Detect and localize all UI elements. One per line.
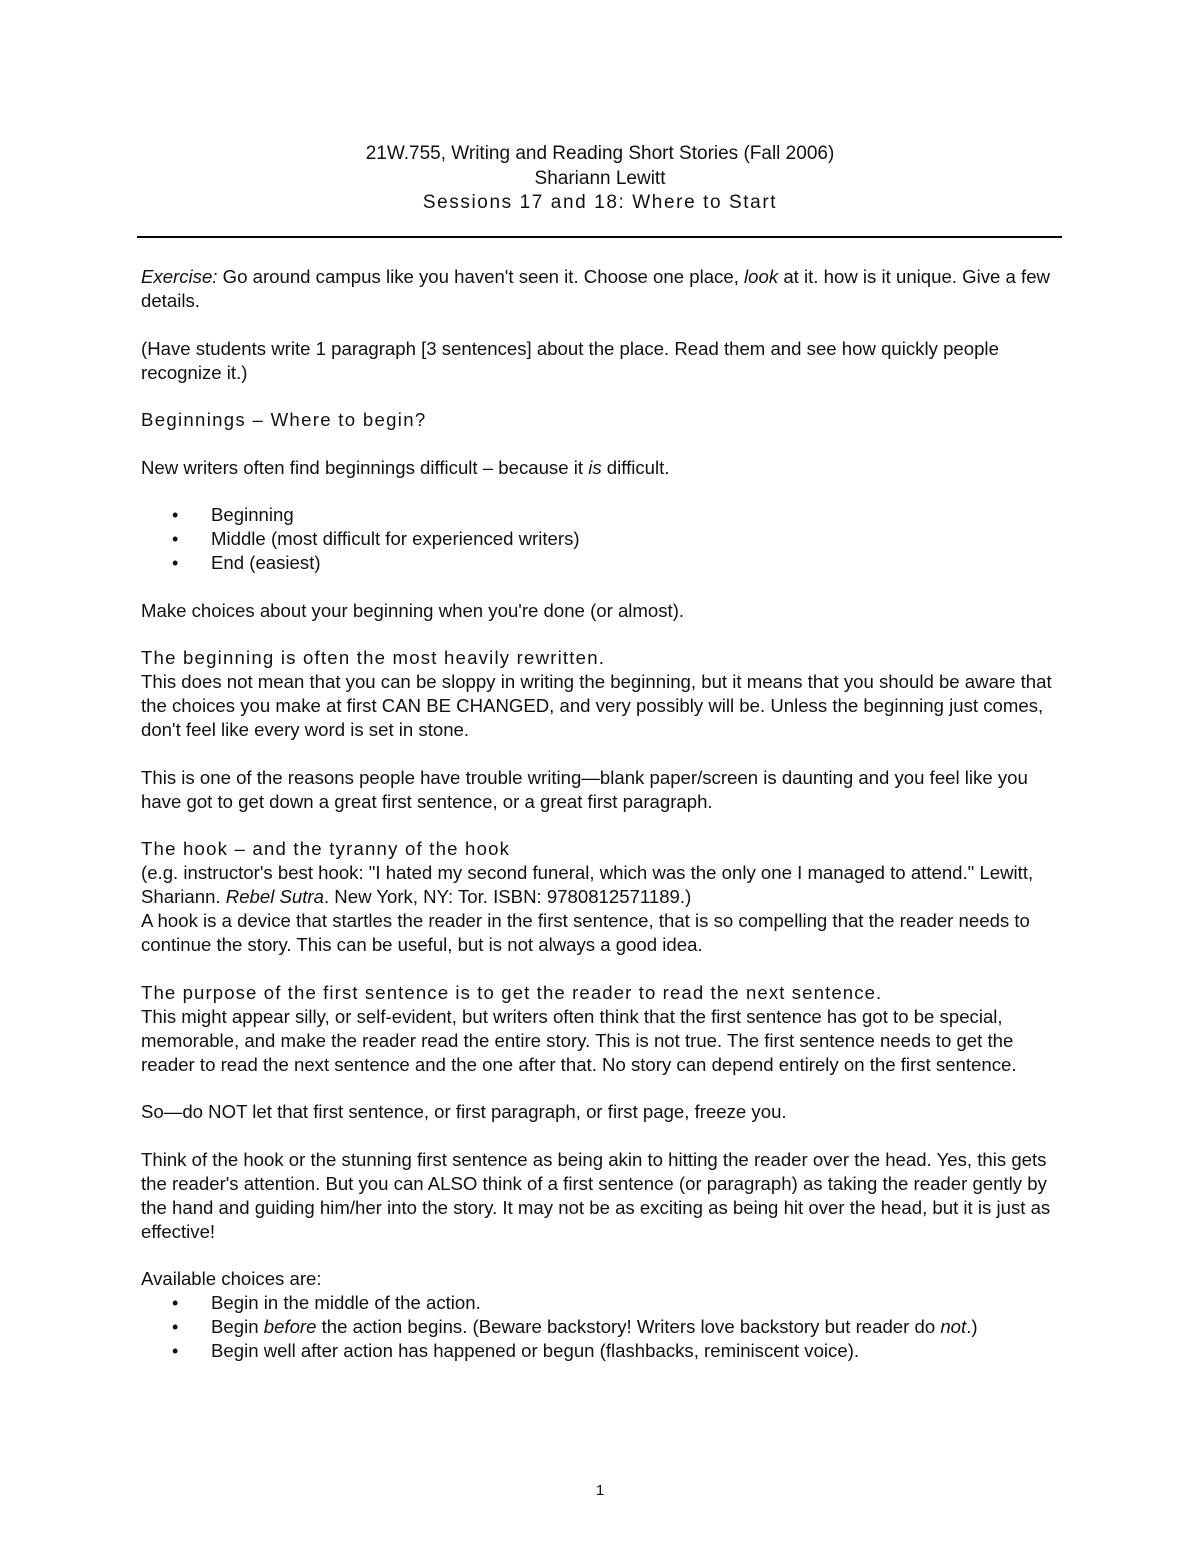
list-item xyxy=(141,1315,1071,1339)
choice-not: not xyxy=(940,1316,967,1337)
list-item: • Middle (most difficult for experienced writers) xyxy=(141,527,1071,551)
choice-text-c: .) xyxy=(966,1316,978,1337)
beginnings-heading: Beginnings – Where to begin? xyxy=(141,409,427,430)
purpose-heading: The purpose of the first sentence is to get the reader to read the next sentence. xyxy=(141,981,883,1003)
think-paragraph: Think of the hook or the stunning first sentence as being akin to hitting the reader over the head. Yes, this gets the reader's attention. But you can ALSO think of a first sentence (or paragraph) as taking the reader gently by the hand and guiding him/her into the story. It may not be as exciting as being hit over the head, but it is just as effective! xyxy=(141,1148,1051,1242)
list-item: • Begin in the middle of the action. xyxy=(141,1291,1071,1315)
hook-example-text-b: . New York, NY: Tor. ISBN: 9780812571189.) xyxy=(323,886,692,907)
rewritten-heading: The beginning is often the most heavily rewritten. xyxy=(141,647,606,668)
hook-example xyxy=(141,861,1071,909)
list-item: • End (easiest) xyxy=(141,551,1071,575)
make-choices-paragraph: Make choices about your beginning when you're done (or almost). xyxy=(141,599,685,621)
purpose-paragraph: This might appear silly, or self-evident, but writers often think that the first sentence has got to be special, memorable, and make the reader read the entire story. This is not true. The first sentence needs to get the reader to read the next sentence and the one after that. No story can depend entirely on the first sentence. xyxy=(141,1005,1017,1075)
choice-text-a: Begin xyxy=(211,1316,264,1337)
book-title: Rebel Sutra xyxy=(225,886,324,907)
story-parts-list xyxy=(141,503,1071,575)
hook-example-text-a: (e.g. instructor's best hook: "I hated my second funeral, which was the only one I managed to attend." Lewitt, Shariann. xyxy=(141,862,1034,907)
exercise-label: Exercise: xyxy=(141,266,218,287)
new-writers-paragraph xyxy=(141,456,1071,480)
instructor-name: Shariann Lewitt xyxy=(534,167,666,189)
document-header xyxy=(0,142,1200,216)
students-note: (Have students write 1 paragraph [3 sentences] about the place. Read them and see how quickly people recognize it.) xyxy=(141,337,999,383)
choices-list xyxy=(141,1291,1071,1363)
session-title: Sessions 17 and 18: Where to Start xyxy=(422,192,778,213)
list-item: • Beginning xyxy=(141,503,1071,527)
new-writers-is: is xyxy=(588,456,602,478)
choices-heading: Available choices are: xyxy=(141,1268,322,1289)
exercise-look: look xyxy=(744,266,779,287)
header-rule xyxy=(137,236,1062,238)
exercise-text-b: at it. how is it unique. Give a few details. xyxy=(141,266,1050,311)
list-item: • Begin well after action has happened or begun (flashbacks, reminiscent voice). xyxy=(141,1339,1071,1363)
new-writers-text-b: difficult. xyxy=(601,456,670,478)
page-number: 1 xyxy=(595,1482,605,1499)
choice-before: before xyxy=(263,1316,317,1337)
rewritten-paragraph: This does not mean that you can be sloppy in writing the beginning, but it means that you should be aware that the choices you make at first CAN BE CHANGED, and very possibly will be. Unless the beginning just comes, don't feel like every word is set in stone. xyxy=(141,671,1052,740)
exercise-paragraph xyxy=(141,265,1071,313)
new-writers-text-a: New writers often find beginnings difficult – because it xyxy=(141,456,589,478)
choice-text-b: the action begins. (Beware backstory! Writers love backstory but reader do xyxy=(316,1316,941,1337)
trouble-paragraph: This is one of the reasons people have trouble writing—blank paper/screen is daunting and you feel like you have got to get down a great first sentence, or a great first paragraph. xyxy=(141,766,1028,812)
course-title: 21W.755, Writing and Reading Short Stories (Fall 2006) xyxy=(365,143,835,164)
document-body xyxy=(141,265,1071,1363)
hook-heading: The hook – and the tyranny of the hook xyxy=(141,838,511,859)
exercise-text-a: Go around campus like you haven't seen it. Choose one place, xyxy=(217,266,745,287)
hook-definition: A hook is a device that startles the reader in the first sentence, that is so compelling that the reader needs to continue the story. This can be useful, but is not always a good idea. xyxy=(141,910,1030,955)
freeze-paragraph: So—do NOT let that first sentence, or first paragraph, or first page, freeze you. xyxy=(141,1101,787,1122)
